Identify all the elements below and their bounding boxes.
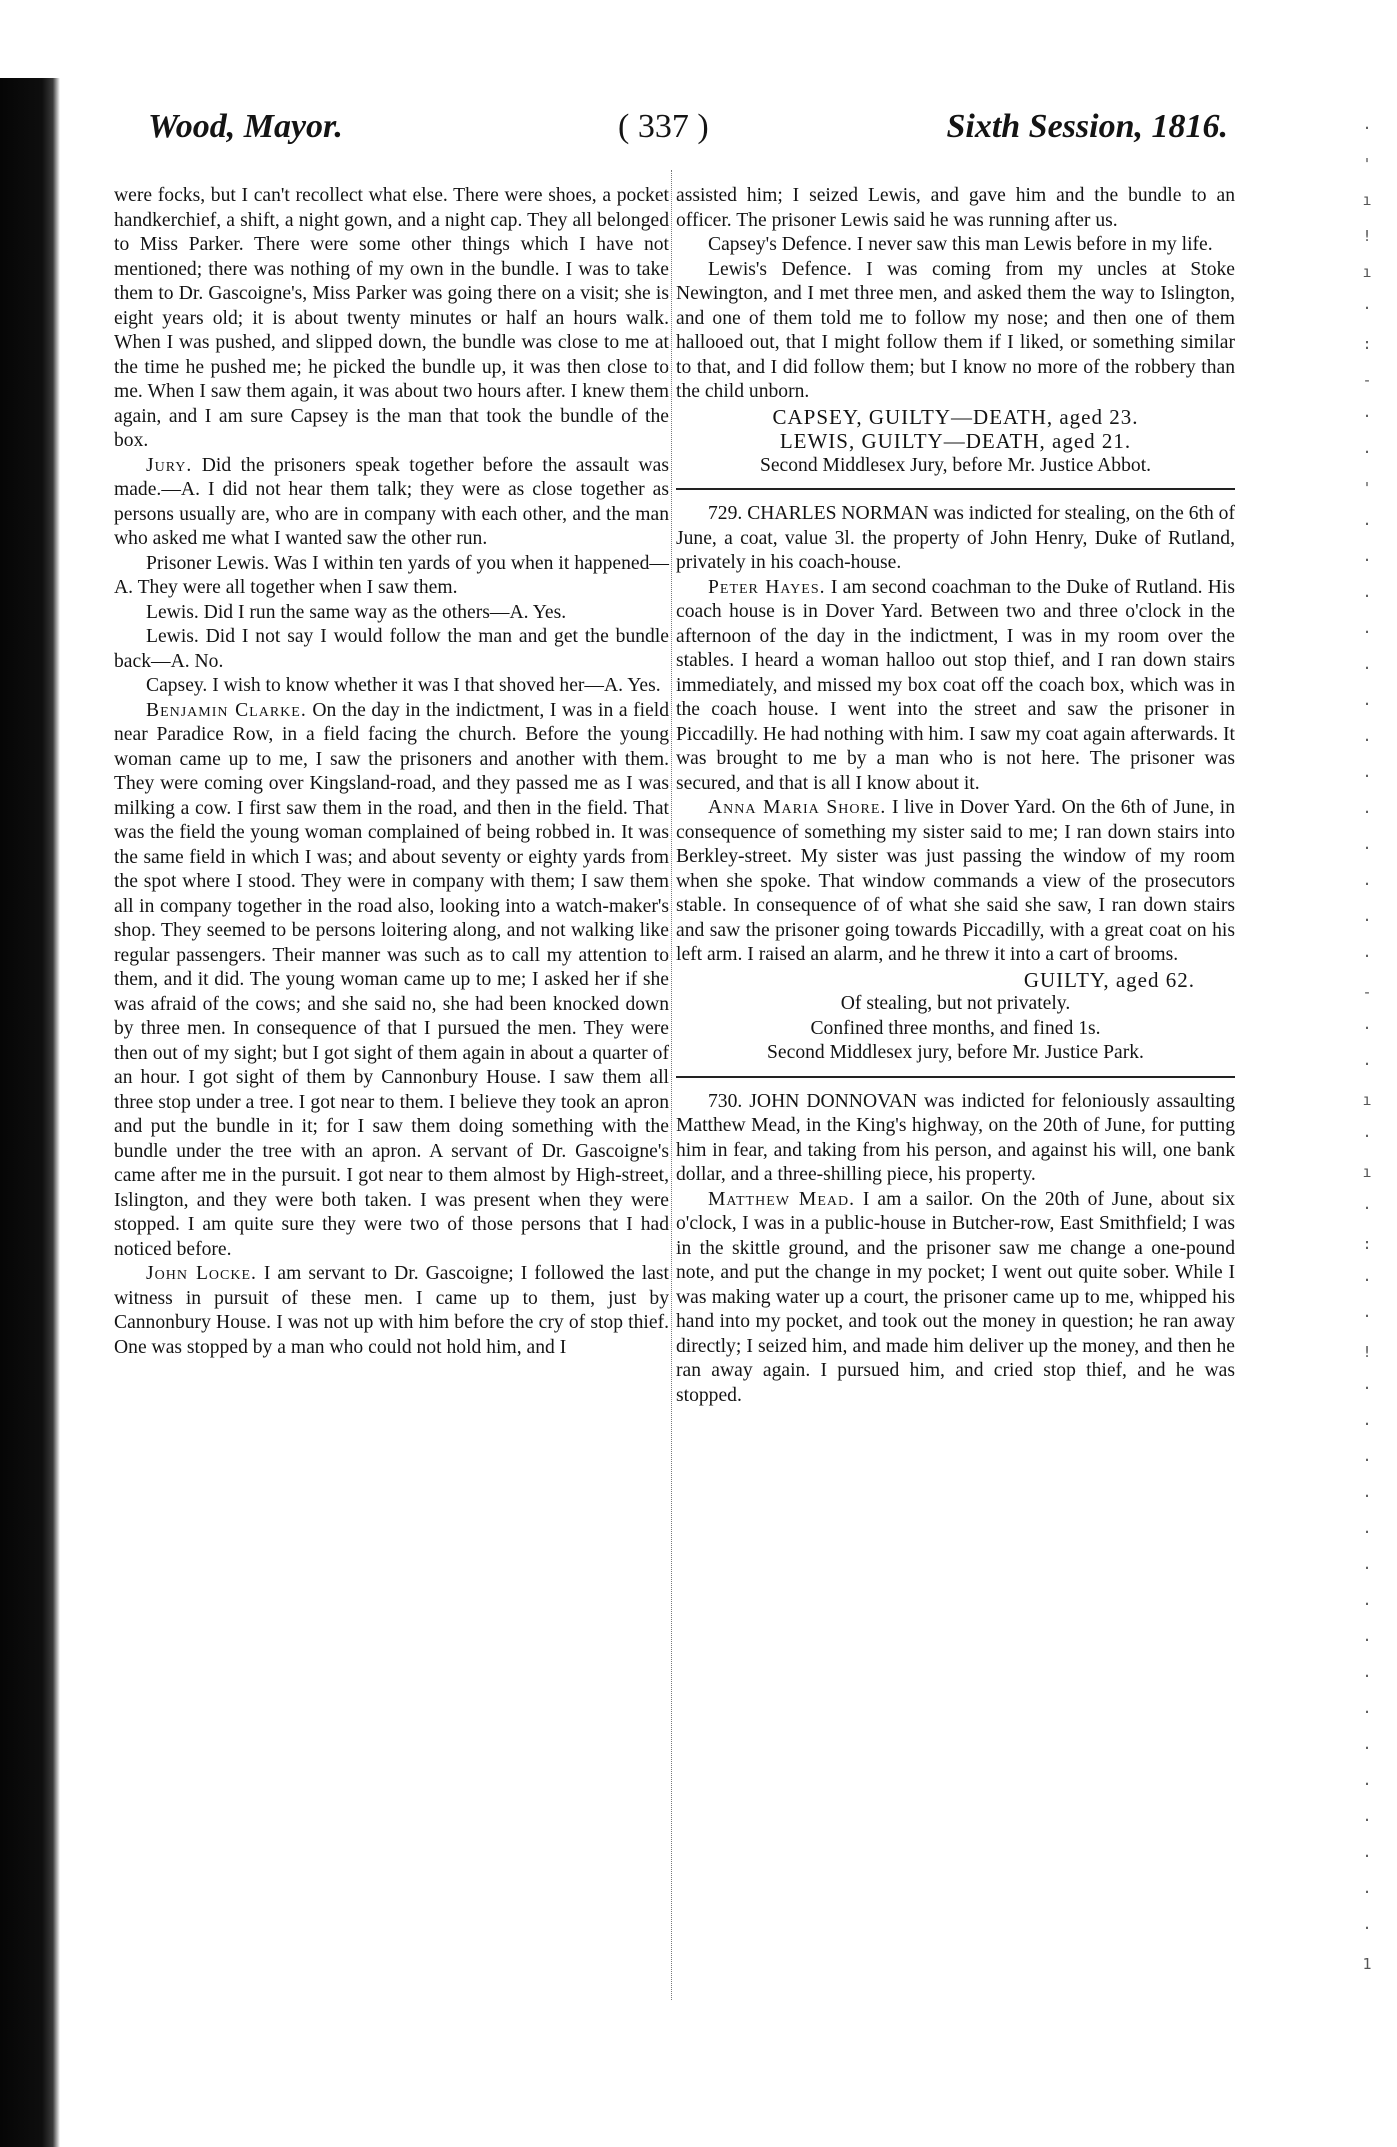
testimony-paragraph	[676, 1090, 1235, 1188]
right-column	[676, 184, 1235, 1408]
edge-mark: ·	[1362, 1739, 1372, 1757]
edge-mark: ·	[1362, 1667, 1372, 1685]
testimony-paragraph	[114, 699, 669, 1263]
testimony-paragraph	[114, 674, 669, 699]
paragraph-text: Lewis. Did I run the same way as the others—A. Yes.	[146, 601, 567, 623]
edge-mark: ·	[1362, 1307, 1372, 1325]
edge-mark: 1	[1362, 1955, 1372, 1973]
edge-mark: '	[1362, 479, 1372, 497]
edge-mark: ·	[1362, 731, 1372, 749]
paragraph-text: Second Middlesex Jury, before Mr. Justice Abbot.	[759, 454, 1152, 476]
sentence-line	[676, 1041, 1235, 1066]
speaker-name: Peter Hayes.	[708, 576, 826, 598]
edge-mark: ·	[1362, 875, 1372, 893]
edge-mark: ·	[1362, 839, 1372, 857]
paragraph-text: 730. JOHN DONNOVAN was indicted for feloniously assaulting Matthew Mead, in the King's highway, on the 20th of June, for putting him in fear, and taking from his person, and against his will, one bank dollar, and a three-shilling piece, his property.	[676, 1090, 1235, 1185]
paragraph-text: Capsey. I wish to know whether it was I that shoved her—A. Yes.	[146, 675, 661, 696]
testimony-paragraph	[676, 1188, 1235, 1409]
testimony-paragraph	[676, 796, 1235, 968]
continued-paragraph	[676, 184, 1235, 233]
testimony-paragraph	[114, 625, 669, 674]
paragraph-text: Did the prisoners speak together before the assault was made.—A. I did not hear them talk; they were as close together as persons usually are, who are in company with each other, and the man who asked me what I wanted saw the other run.	[114, 454, 669, 549]
edge-mark: ·	[1362, 1487, 1372, 1505]
paragraph-text: were focks, but I can't recollect what else. There were shoes, a pocket handkerchief, a shift, a night gown, and a night cap. They all belonged to Miss Parker. There were some other things which I have not mentioned; there was nothing of my own in the bundle. I was to take them to Dr. Gascoigne's, Miss Parker was going there on a visit; she is eight years old; it is about twenty minutes or half an hours walk. When I was pushed, and slipped down, the bundle was close to me at the time he pushed me; he picked the bundle up, it was then close to me. When I saw them again, it was about two hours after. I knew them again, and I am sure Capsey is the man that took the bundle of the box.	[114, 185, 669, 451]
edge-mark: -	[1362, 371, 1372, 389]
edge-mark: ·	[1362, 1631, 1372, 1649]
edge-mark: ·	[1362, 1271, 1372, 1289]
testimony-paragraph	[114, 1262, 669, 1360]
paragraph-text: Capsey's Defence. I never saw this man Lewis before in my life.	[708, 234, 1213, 255]
paragraph-text: LEWIS, GUILTY—DEATH, aged 21.	[779, 429, 1132, 453]
paragraph-text: Prisoner Lewis. Was I within ten yards of you when it happened—A. They were all together when I saw them.	[114, 552, 669, 598]
verdict-line	[676, 405, 1235, 430]
speaker-name: Matthew Mead.	[708, 1188, 855, 1210]
edge-mark: ·	[1362, 1415, 1372, 1433]
paragraph-text: CAPSEY, GUILTY—DEATH, aged 23.	[772, 404, 1139, 429]
testimony-paragraph	[676, 502, 1235, 576]
edge-mark: ·	[1362, 911, 1372, 929]
speaker-name: Benjamin Clarke.	[146, 699, 307, 721]
edge-mark: ·	[1362, 1811, 1372, 1829]
section-rule	[676, 1076, 1235, 1078]
paragraph-text: I am second coachman to the Duke of Rutland. His coach house is in Dover Yard. Between two and three o'clock in the afternoon of the day in the indictment, I was in my room over the stables. I heard a woman halloo out stop thief, and I ran down stairs immediately, and missed my box coat off the coach box, which was in the coach house. I went into the street and saw the prisoner in Piccadilly. He had nothing with him. I saw my coat again afterwards. It was brought to me by a man who is not here. The prisoner was secured, and that is all I know about it.	[676, 576, 1235, 794]
edge-mark: ·	[1362, 119, 1372, 137]
testimony-paragraph	[114, 454, 669, 552]
sentence-line	[676, 992, 1235, 1017]
paragraph-text: Of stealing, but not privately.	[840, 993, 1071, 1014]
edge-mark: :	[1362, 335, 1372, 353]
edge-mark: ı	[1362, 191, 1372, 209]
edge-mark: ·	[1362, 803, 1372, 821]
edge-mark: ı	[1362, 263, 1372, 281]
page-header	[148, 108, 1228, 156]
edge-mark: ·	[1362, 1559, 1372, 1577]
edge-mark: ·	[1362, 1019, 1372, 1037]
verdict-line	[676, 429, 1235, 454]
edge-mark: ·	[1362, 551, 1372, 569]
page-number: ( 337 )	[618, 108, 709, 145]
paragraph-text: GUILTY, aged 62.	[1023, 967, 1195, 992]
edge-mark: ·	[1362, 515, 1372, 533]
continued-paragraph	[114, 184, 669, 454]
edge-mark: ·	[1362, 659, 1372, 677]
header-right: Sixth Session, 1816.	[946, 108, 1228, 145]
column-divider	[671, 170, 672, 2000]
edge-mark: ·	[1362, 1919, 1372, 1937]
edge-mark: ·	[1362, 443, 1372, 461]
edge-mark: ı	[1362, 1163, 1372, 1181]
page-edge-marks	[1355, 110, 1379, 2010]
edge-mark: ·	[1362, 1523, 1372, 1541]
testimony-paragraph	[114, 601, 669, 626]
edge-mark: ·	[1362, 1127, 1372, 1145]
paragraph-text: 729. CHARLES NORMAN was indicted for stealing, on the 6th of June, a coat, value 3l. the property of John Henry, Duke of Rutland, privately in his coach-house.	[676, 503, 1235, 573]
paragraph-text: assisted him; I seized Lewis, and gave him and the bundle to an officer. The prisoner Lewis said he was running after us.	[676, 185, 1235, 231]
paragraph-text: Second Middlesex jury, before Mr. Justice Park.	[767, 1042, 1144, 1063]
paragraph-text: Confined three months, and fined 1s.	[810, 1017, 1101, 1039]
sentence-line	[676, 454, 1235, 479]
edge-mark: ·	[1362, 1703, 1372, 1721]
paragraph-text: Lewis's Defence. I was coming from my uncles at Stoke Newington, and I met three men, and asked them the way to Islington, and one of them told me to follow my nose; and then one of them hallooed out, that I might follow them if I liked, or something similar to that, and I did follow them; but I know no more of the robbery than the child unborn.	[676, 258, 1235, 402]
edge-mark: ·	[1362, 767, 1372, 785]
edge-mark: ·	[1362, 1595, 1372, 1613]
edge-mark: ·	[1362, 695, 1372, 713]
paragraph-text: Lewis. Did I not say I would follow the man and get the bundle back—A. No.	[114, 626, 669, 672]
edge-mark: !	[1362, 1343, 1372, 1361]
edge-mark: ·	[1362, 587, 1372, 605]
edge-mark: :	[1362, 1235, 1372, 1253]
edge-mark: ·	[1362, 1847, 1372, 1865]
left-column	[114, 184, 669, 1360]
edge-mark: ı	[1362, 1091, 1372, 1109]
paragraph-text: I am a sailor. On the 20th of June, about six o'clock, I was in a public-house in Butcher-row, East Smithfield; I was in the skittle ground, and the prisoner saw me change a one-pound note, and put the change in my pocket; I went out quite sober. While I was making water up a court, the prisoner came up to me, whipped his hand into my pocket, and took out the money in question; he ran away directly; I seized him, and made him deliver up the money, and then he ran away again. I pursued him, and cried stop thief, and he was stopped.	[676, 1188, 1235, 1406]
edge-mark: ·	[1362, 1055, 1372, 1073]
verdict-line	[676, 968, 1235, 993]
testimony-paragraph	[114, 552, 669, 601]
edge-mark: '	[1362, 155, 1372, 173]
edge-mark: ·	[1362, 1451, 1372, 1469]
edge-mark: ·	[1362, 299, 1372, 317]
book-spine-shadow	[0, 78, 60, 2147]
speaker-name: Jury.	[146, 454, 193, 476]
edge-mark: -	[1362, 983, 1372, 1001]
speaker-name: Anna Maria Shore.	[708, 797, 887, 818]
edge-mark: !	[1362, 227, 1372, 245]
edge-mark: ·	[1362, 1199, 1372, 1217]
header-left: Wood, Mayor.	[148, 108, 343, 145]
edge-mark: ·	[1362, 1775, 1372, 1793]
edge-mark: ·	[1362, 947, 1372, 965]
edge-mark: ·	[1362, 1883, 1372, 1901]
paragraph-text: I am servant to Dr. Gascoigne; I followed the last witness in pursuit of these men. I came up to them, just by Cannonbury House. I was not up with him before the cry of stop thief. One was stopped by a man who could not hold him, and I	[114, 1263, 669, 1358]
sentence-line	[676, 1017, 1235, 1042]
testimony-paragraph	[676, 258, 1235, 405]
edge-mark: ·	[1362, 623, 1372, 641]
paragraph-text: On the day in the indictment, I was in a field near Paradice Row, in a field facing the church. Before the young woman came up to me, I saw the prisoners and another with them. They were coming over Kingsland-road, and they passed me as I was milking a cow. I first saw them in the road, and then in the field. That was the field the young woman complained of being robbed in. It was the same field in which I was; and about seventy or eighty yards from the spot where I stood. They were in company with them; I saw them all in company together in the road also, looking into a watch-maker's shop. They seemed to be persons loitering along, and not walking like regular passengers. Their manner was such as to call my attention to them, and it did. The young woman came up to me; I asked her if she was afraid of the cows; and she said no, she had been knocked down by three men. In consequence of that I pursued the men. They were then out of my sight; but I got sight of them again in about a quarter of an hour. I got sight of them by Cannonbury House. I saw them all three stop under a tree. I got near to them. I believe they took an apron and put the bundle in it; for I saw them doing something with the bundle under the tree with an apron. A servant of Dr. Gascoigne's came after me in the pursuit. I got near to them almost by High-street, Islington, and they were both taken. I was present when they were stopped. I am quite sure they were two of those persons that I had noticed before.	[114, 699, 670, 1260]
section-rule	[676, 488, 1235, 490]
edge-mark: ·	[1362, 407, 1372, 425]
speaker-name: John Locke.	[146, 1263, 257, 1284]
testimony-paragraph	[676, 233, 1235, 258]
testimony-paragraph	[676, 576, 1235, 797]
paragraph-text: I live in Dover Yard. On the 6th of June, in consequence of something my sister said to me; I ran down stairs into Berkley-street. My sister was just passing the window of my room when she spoke. That window commands a view of the prosecutors stable. In consequence of of what she said she saw, I ran down stairs and saw the prisoner going towards Piccadilly, with a great coat on his left arm. I raised an alarm, and he threw it into a cart of brooms.	[676, 797, 1236, 965]
edge-mark: ·	[1362, 1379, 1372, 1397]
